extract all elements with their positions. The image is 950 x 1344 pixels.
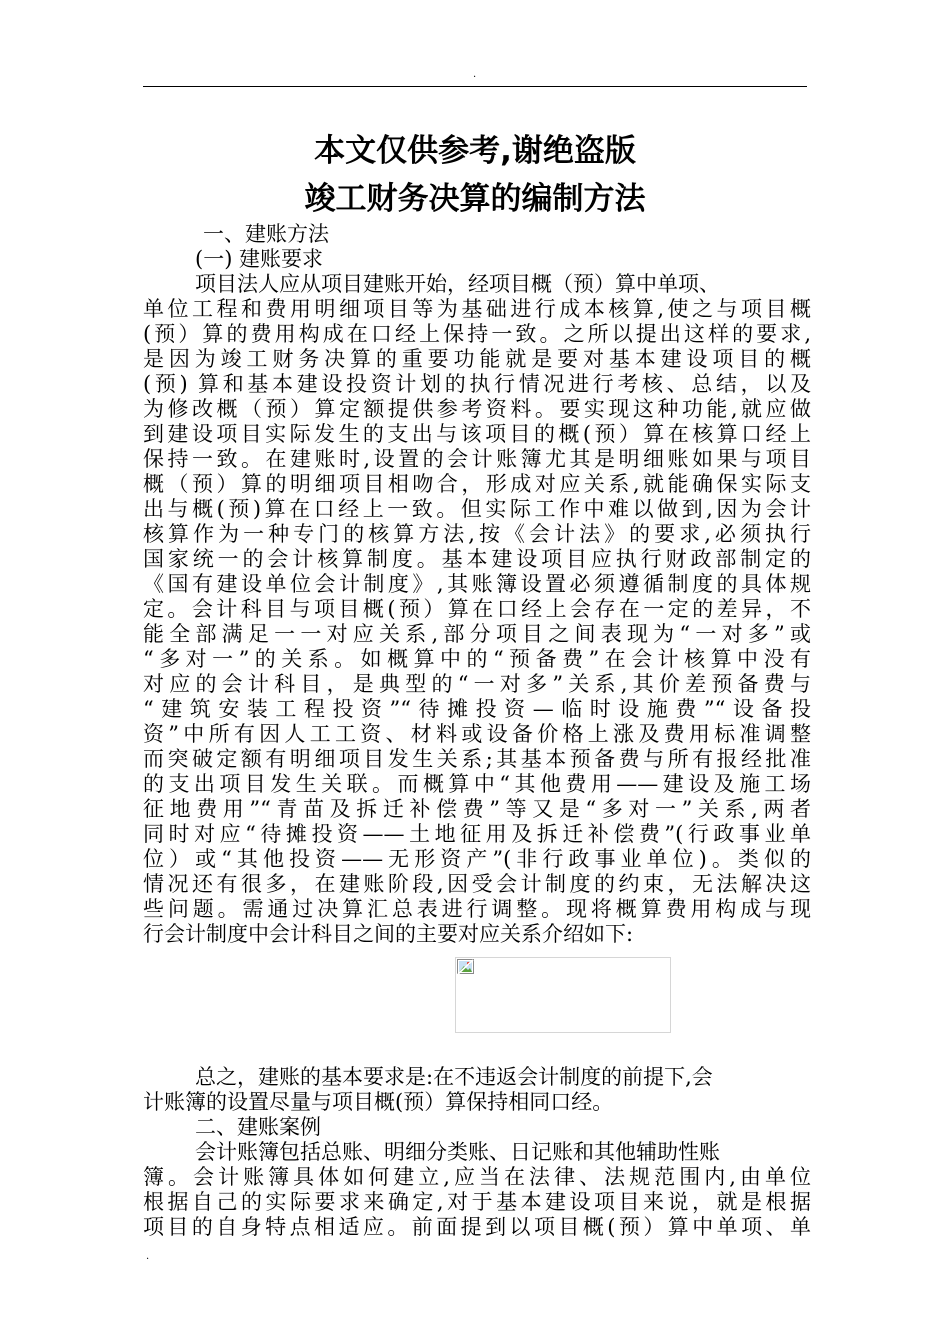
- header-mark: .: [473, 69, 477, 80]
- paragraph-line: 保持一致。在建账时,设置的会计账簿尤其是明细账如果与项目: [143, 447, 811, 471]
- paragraph-line: “建筑安装工程投资”“待摊投资—临时设施费”“设备投: [143, 697, 811, 721]
- paragraph-line: 行会计制度中会计科目之间的主要对应关系介绍如下:: [143, 922, 634, 946]
- broken-image-icon: [457, 959, 475, 975]
- paragraph-line: 项目的自身特点相适应。前面提到以项目概(预）算中单项、单: [143, 1215, 811, 1239]
- section-heading: 二、建账案例: [195, 1115, 321, 1139]
- section-heading: 一、建账方法: [203, 222, 329, 246]
- paragraph-line: 而突破定额有明细项目发生关系;其基本预备费与所有报经批准: [143, 747, 811, 771]
- paragraph-line: 概（预）算的明细项目相吻合，形成对应关系,就能确保实际支: [143, 472, 811, 496]
- paragraph-line: 到建设项目实际发生的支出与该项目的概(预）算在核算口经上: [143, 422, 811, 446]
- paragraph-line: 根据自己的实际要求来确定,对于基本建设项目来说，就是根据: [143, 1190, 811, 1214]
- paragraph-line: 的支出项目发生关联。而概算中“其他费用——建设及施工场: [143, 772, 811, 796]
- paragraph-line: 国家统一的会计核算制度。基本建设项目应执行财政部制定的: [143, 547, 811, 571]
- paragraph-line: 核算作为一种专门的核算方法,按《会计法》的要求,必须执行: [143, 522, 811, 546]
- broken-image: [455, 957, 671, 1033]
- page-title: 竣工财务决算的编制方法: [304, 181, 646, 217]
- document-body: [143, 222, 811, 1240]
- paragraph-line: 资”中所有因人工工资、材料或设备价格上涨及费用标准调整: [143, 722, 811, 746]
- page-title-notice: 本文仅供参考,谢绝盗版: [314, 133, 636, 169]
- figure-placeholder: [143, 947, 811, 1065]
- paragraph-line: 同时对应“待摊投资——土地征用及拆迁补偿费”(行政事业单: [143, 822, 811, 846]
- paragraph-line: 《国有建设单位会计制度》,其账簿设置必须遵循制度的具体规: [143, 572, 811, 596]
- paragraph-line: (预) 算和基本建设投资计划的执行情况进行考核、总结，以及: [143, 372, 811, 396]
- paragraph-line: (预）算的费用构成在口经上保持一致。之所以提出这样的要求,: [143, 322, 811, 346]
- paragraph-line: 些问题。需通过决算汇总表进行调整。现将概算费用构成与现: [143, 897, 811, 921]
- paragraph-line: 能全部满足一一对应关系,部分项目之间表现为“一对多”或: [143, 622, 811, 646]
- paragraph-line: “多对一”的关系。如概算中的“预备费”在会计核算中没有: [143, 647, 811, 671]
- paragraph-line: 簿。会计账簿具体如何建立,应当在法律、法规范围内,由单位: [143, 1165, 811, 1189]
- paragraph-line: 情况还有很多，在建账阶段,因受会计制度的约束，无法解决这: [143, 872, 811, 896]
- paragraph-line: 征地费用”“青苗及拆迁补偿费”等又是“多对一”关系,两者: [143, 797, 811, 821]
- paragraph-line: 为修改概（预）算定额提供参考资料。要实现这种功能,就应做: [143, 397, 811, 421]
- header-rule: [143, 86, 807, 87]
- paragraph-line: 出与概(预)算在口经上一致。但实际工作中难以做到,因为会计: [143, 497, 811, 521]
- paragraph-line: 计账簿的设置尽量与项目概(预）算保持相同口经。: [143, 1090, 614, 1114]
- paragraph-line: 对应的会计科目，是典型的“一对多”关系,其价差预备费与: [143, 672, 811, 696]
- paragraph-line: 定。会计科目与项目概(预）算在口经上会存在一定的差异，不: [143, 597, 811, 621]
- paragraph-line: 是因为竣工财务决算的重要功能就是要对基本建设项目的概: [143, 347, 811, 371]
- paragraph-line: 总之，建账的基本要求是:在不违返会计制度的前提下,会: [195, 1065, 713, 1089]
- paragraph-line: 会计账簿包括总账、明细分类账、日记账和其他辅助性账: [195, 1140, 720, 1164]
- subsection-heading: (一) 建账要求: [195, 247, 324, 271]
- footer-mark: .: [146, 1251, 150, 1262]
- paragraph-line: 项目法人应从项目建账开始，经项目概（预）算中单项、: [195, 272, 720, 296]
- paragraph-line: 单位工程和费用明细项目等为基础进行成本核算,使之与项目概: [143, 297, 811, 321]
- paragraph-line: 位）或“其他投资——无形资产”(非行政事业单位)。类似的: [143, 847, 811, 871]
